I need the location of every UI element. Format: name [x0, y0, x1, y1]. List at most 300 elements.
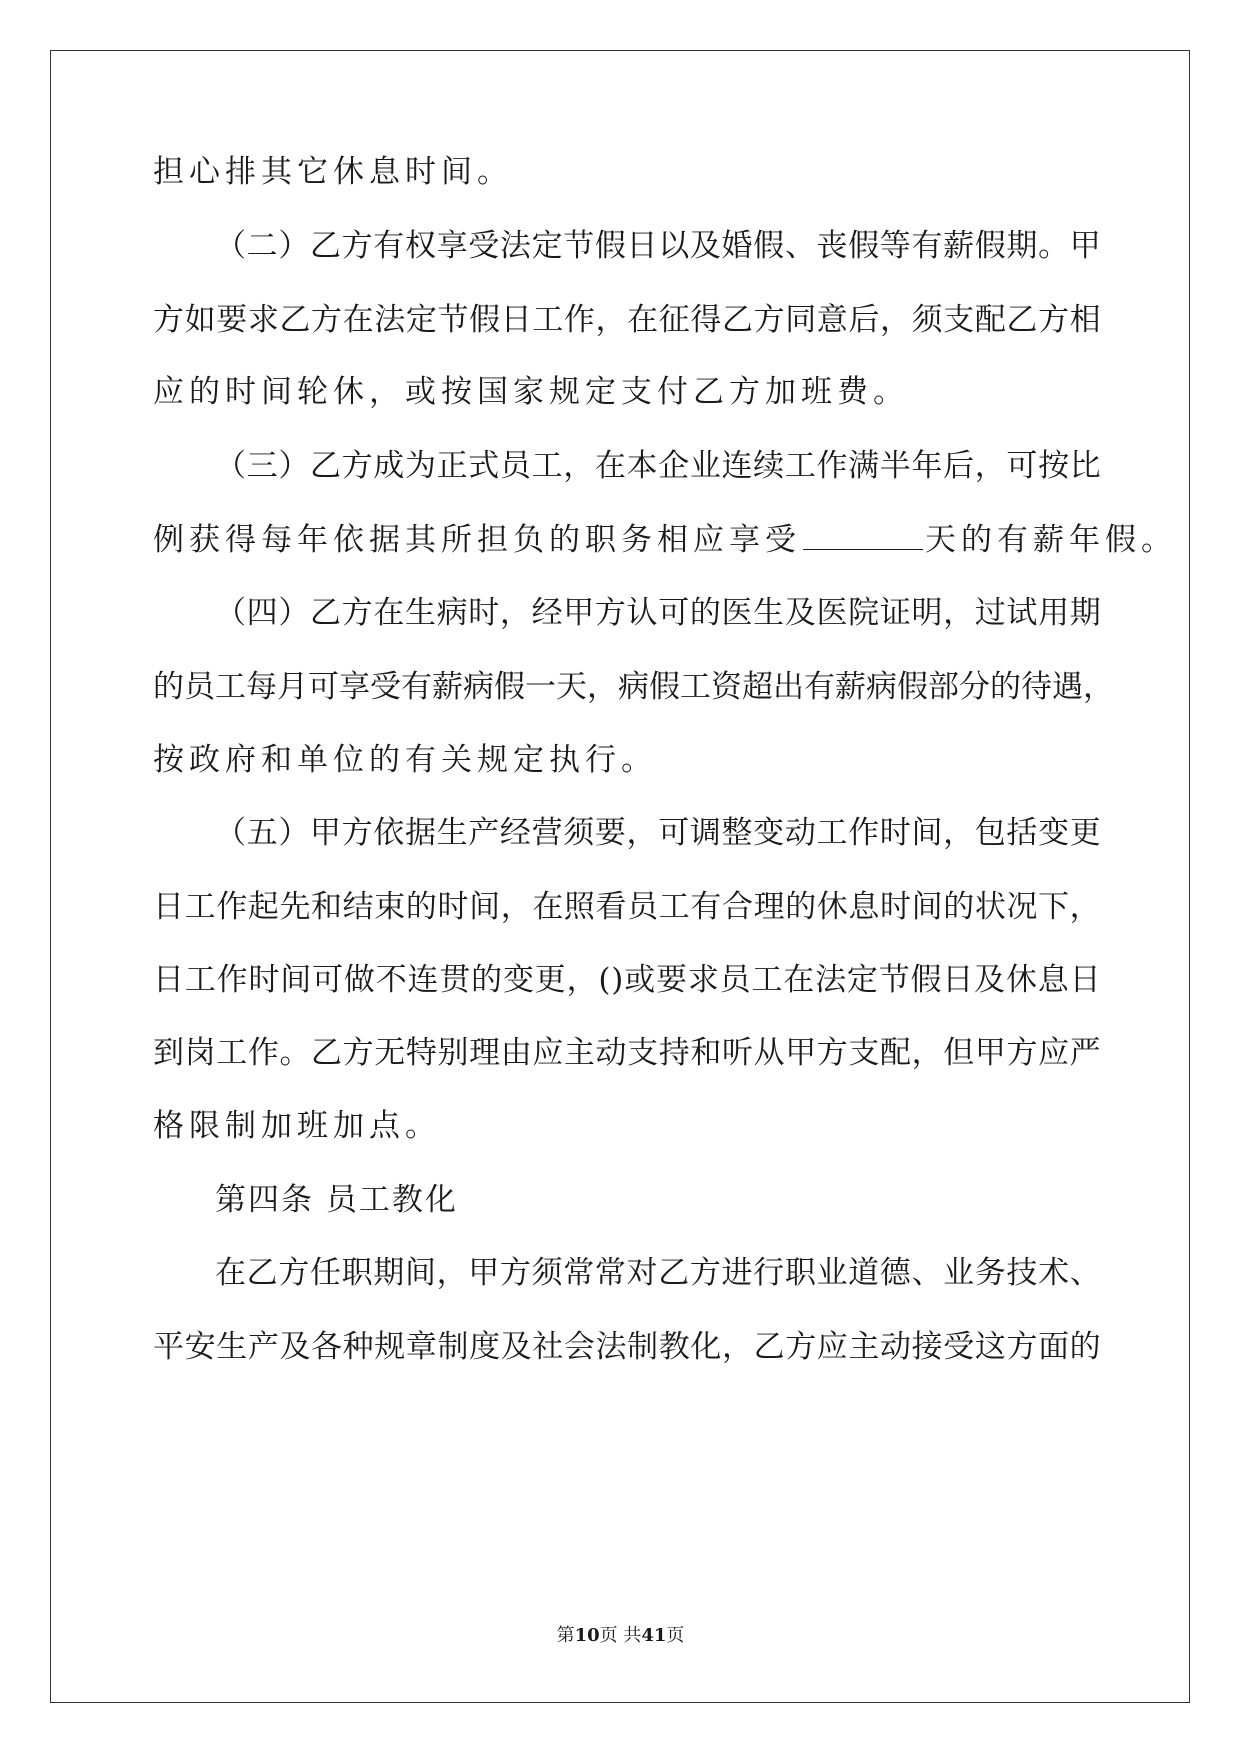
text-char: 作 [816, 448, 848, 484]
text-line-spread [215, 226, 1101, 266]
text-char: 院 [848, 595, 880, 631]
text-char: 更 [534, 962, 566, 998]
text-char: 任 [309, 1255, 341, 1291]
text-char: 节 [878, 962, 910, 998]
text-char: 及 [974, 962, 1006, 998]
text-char: ， [595, 302, 627, 338]
text-char: 法 [374, 302, 406, 338]
text-char: ， [1069, 889, 1101, 925]
text-char: 务 [974, 1255, 1006, 1291]
text-char: 求 [247, 302, 279, 338]
text-char: 乙 [309, 595, 341, 631]
text-char: 调 [689, 815, 721, 851]
text-char: 认 [626, 595, 658, 631]
text-char: 岗 [184, 1035, 216, 1071]
text-char: ( [598, 962, 611, 998]
text-char: 方 [341, 595, 373, 631]
text-char: 证 [879, 595, 911, 631]
text-char: 比 [1069, 448, 1101, 484]
text-char: 这 [974, 1329, 1006, 1365]
text-char: 乙 [309, 228, 341, 264]
text-char: 种 [342, 1329, 374, 1365]
text-line-spread [153, 887, 1101, 927]
text-char: 社 [532, 1329, 564, 1365]
text-char: ） [278, 448, 310, 484]
text-char: 医 [721, 595, 753, 631]
text-char: 看 [595, 889, 627, 925]
text-char: 工 [216, 1035, 248, 1071]
text-char: 从 [753, 1035, 785, 1071]
text-char: 部 [928, 669, 959, 705]
text-char: 丧 [816, 228, 848, 264]
text-char: 生 [753, 595, 785, 631]
text-char: 分 [959, 669, 990, 705]
text-char: 息 [1037, 962, 1069, 998]
text-char: 方 [341, 815, 373, 851]
text-char: 乙 [279, 302, 311, 338]
text-char: 在 [215, 1255, 246, 1291]
text-char: 休 [816, 889, 848, 925]
text-line: 担心排其它休息时间。 [153, 154, 513, 190]
text-char: 定 [846, 962, 878, 998]
text-char: 时 [468, 595, 500, 631]
text-char: 过 [974, 595, 1006, 631]
text-char: 方 [153, 302, 184, 338]
text-char: 可 [658, 815, 690, 851]
text-char: 各 [311, 1329, 343, 1365]
text-char: 要 [216, 302, 248, 338]
text-char: 安 [184, 1329, 216, 1365]
text-char: 甲 [1069, 228, 1101, 264]
text-char: 用 [1038, 595, 1070, 631]
text-char: 更 [1069, 815, 1101, 851]
text-char: 享 [436, 228, 468, 264]
text-char: 方 [1006, 1329, 1038, 1365]
text-char: 婚 [721, 228, 753, 264]
text-line: 按政府和单位的有关规定执行。 [153, 742, 657, 778]
text-char: 可 [1006, 448, 1038, 484]
text-char: 以 [658, 228, 690, 264]
text-char: 有 [373, 228, 405, 264]
text-char: 假 [897, 669, 928, 705]
text-char: 间 [280, 962, 312, 998]
text-char: 德 [879, 1255, 911, 1291]
footer-mid: 页 共 [599, 1625, 642, 1646]
text-char: 整 [721, 815, 753, 851]
text-char: 的 [153, 669, 184, 705]
text-char: 日 [500, 302, 532, 338]
text-char: 下 [1038, 889, 1070, 925]
text-char: 度 [469, 1329, 501, 1365]
text-char: 甲 [974, 1035, 1006, 1071]
text-char: 意 [816, 302, 848, 338]
text-char: 常 [594, 1255, 626, 1291]
text-char: 甲 [309, 815, 341, 851]
text-char: 应 [532, 1035, 564, 1071]
text-char: 营 [531, 815, 563, 851]
text-char: 别 [437, 1035, 469, 1071]
text-char: 贯 [439, 962, 471, 998]
text-char: 。 [1038, 228, 1070, 264]
text-char: 有 [690, 889, 722, 925]
text-char: 征 [658, 302, 690, 338]
text-char: 方 [816, 1035, 848, 1071]
text-char: 。 [279, 1035, 311, 1071]
text-char: 作 [247, 1035, 279, 1071]
text-char: 明 [911, 595, 943, 631]
text-char: 工 [215, 669, 246, 705]
text-char: 正 [436, 448, 468, 484]
text-char: 相 [1069, 302, 1101, 338]
text-char: 据 [404, 815, 436, 851]
text-char: 病 [866, 669, 897, 705]
text-char: 假 [753, 228, 785, 264]
text-char: 方 [1038, 302, 1070, 338]
text-char: 方 [499, 1255, 531, 1291]
text-char: 时 [880, 889, 912, 925]
section-heading: 第四条 员工教化 [215, 1182, 458, 1218]
text-char: 工 [184, 962, 216, 998]
page-footer [0, 1621, 1241, 1647]
text-char: 平 [153, 1329, 184, 1365]
text-char: 有 [911, 228, 943, 264]
text-char: 甲 [785, 1035, 817, 1071]
text-char: 假 [848, 228, 880, 264]
text-char: 作 [216, 889, 248, 925]
text-char: 经 [499, 815, 531, 851]
text-char: 间 [469, 889, 501, 925]
text-char: 做 [343, 962, 375, 998]
text-char: （ [215, 448, 246, 484]
page-border [50, 50, 1190, 1703]
text-char: 可 [658, 595, 690, 631]
text-char: 工 [184, 889, 216, 925]
text-char: 半 [879, 448, 911, 484]
text-char: 天 [556, 669, 587, 705]
text-char: ) [611, 962, 624, 998]
page-number: 10 [574, 1625, 600, 1646]
text-char: 乙 [309, 448, 341, 484]
text-segment: 例获得每年依据其所担负的职务相应享受 [153, 522, 801, 558]
text-char: 期 [373, 1255, 405, 1291]
text-char: 支 [848, 1035, 880, 1071]
text-line-spread [153, 960, 1101, 1000]
text-char: 理 [753, 889, 785, 925]
text-char: 无 [374, 1035, 406, 1071]
text-char: 方 [341, 448, 373, 484]
text-char: 休 [1005, 962, 1037, 998]
text-char: 受 [370, 669, 401, 705]
text-char: 时 [879, 815, 911, 851]
text-char: 遇 [1052, 669, 1083, 705]
text-char: 配 [880, 1035, 912, 1071]
text-char: 对 [626, 1255, 658, 1291]
text-line-spread [153, 1327, 1101, 1367]
text-char: 薪 [432, 669, 463, 705]
text-char: 方 [342, 1035, 374, 1071]
text-char: 间 [404, 1255, 436, 1291]
text-char: 方 [594, 595, 626, 631]
text-char: 和 [690, 1035, 722, 1071]
text-char: 依 [373, 815, 405, 851]
text-char: 先 [279, 889, 311, 925]
text-char: （ [215, 595, 246, 631]
text-char: 变 [1038, 815, 1070, 851]
text-char: ） [278, 815, 310, 851]
text-char: 月 [277, 669, 308, 705]
text-char: ） [278, 228, 310, 264]
text-char: 后 [848, 302, 880, 338]
text-char: 可 [308, 669, 339, 705]
text-char: 员 [184, 669, 215, 705]
text-char: 束 [374, 889, 406, 925]
text-char: 产 [247, 1329, 279, 1365]
text-char: 化 [690, 1329, 722, 1365]
text-char: 生 [436, 815, 468, 851]
text-line-with-blank [153, 520, 1177, 560]
text-char: 乙 [311, 1035, 343, 1071]
text-char: 期 [1069, 595, 1101, 631]
text-char: 出 [773, 669, 804, 705]
text-char: 、 [911, 1255, 943, 1291]
text-char: 假 [649, 669, 680, 705]
text-char: 的 [689, 595, 721, 631]
text-char: 经 [531, 595, 563, 631]
text-char: 年 [911, 448, 943, 484]
text-char: 变 [502, 962, 534, 998]
text-char: 员 [719, 962, 751, 998]
text-char: 等 [879, 228, 911, 264]
text-char: 节 [437, 302, 469, 338]
text-char: 日 [626, 228, 658, 264]
text-char: 按 [1038, 448, 1070, 484]
text-line: 应的时间轮休，或按国家规定支付乙方加班费。 [153, 374, 909, 410]
text-char: 应 [1038, 1035, 1070, 1071]
text-char: 在 [783, 962, 815, 998]
text-char: 方 [311, 302, 343, 338]
text-char: ， [500, 889, 532, 925]
text-char: 病 [436, 595, 468, 631]
text-char: 生 [216, 1329, 248, 1365]
text-char: 不 [375, 962, 407, 998]
text-char: 动 [595, 1035, 627, 1071]
text-char: 时 [248, 962, 280, 998]
text-char: 每 [246, 669, 277, 705]
text-char: 成 [373, 448, 405, 484]
text-char: 主 [848, 1329, 880, 1365]
text-char: 三 [246, 448, 278, 484]
text-char: 时 [437, 889, 469, 925]
text-char: 产 [468, 815, 500, 851]
text-char: 方 [278, 1255, 310, 1291]
text-char: 职 [784, 1255, 816, 1291]
text-char: 二 [246, 228, 278, 264]
text-char: 资 [711, 669, 742, 705]
footer-suffix: 页 [666, 1625, 685, 1646]
text-char: 工 [532, 302, 564, 338]
text-char: 试 [1006, 595, 1038, 631]
text-char: 在 [627, 302, 659, 338]
text-char: 享 [339, 669, 370, 705]
text-char: 支 [943, 302, 975, 338]
text-char: ， [943, 815, 975, 851]
text-char: 乙 [658, 1255, 690, 1291]
text-char: 接 [911, 1329, 943, 1365]
text-char: 章 [405, 1329, 437, 1365]
text-char: 要 [594, 815, 626, 851]
text-segment: 天的有薪年假。 [925, 522, 1177, 558]
text-char: 期 [1006, 228, 1038, 264]
text-char: 但 [943, 1035, 975, 1071]
text-char: 薪 [943, 228, 975, 264]
text-char: 要 [656, 962, 688, 998]
text-char: 如 [184, 302, 216, 338]
text-char: 方 [689, 1255, 721, 1291]
text-char: 作 [563, 302, 595, 338]
text-char: 四 [246, 595, 278, 631]
text-char: 工 [751, 962, 783, 998]
text-char: 定 [405, 302, 437, 338]
text-char: 动 [880, 1329, 912, 1365]
text-char: 工 [816, 815, 848, 851]
text-char: 为 [404, 448, 436, 484]
text-char: 乙 [1006, 302, 1038, 338]
text-char: 节 [563, 228, 595, 264]
text-char: 的 [990, 669, 1021, 705]
text-char: 员 [499, 448, 531, 484]
text-line-spread [215, 593, 1101, 633]
text-char: 和 [311, 889, 343, 925]
text-char: 合 [721, 889, 753, 925]
text-char: ， [499, 595, 531, 631]
text-char: 理 [469, 1035, 501, 1071]
text-char: 由 [500, 1035, 532, 1071]
text-char: 作 [216, 962, 248, 998]
text-char: 乙 [721, 302, 753, 338]
text-char: 严 [1069, 1035, 1101, 1071]
text-char: 有 [401, 669, 432, 705]
text-char: ， [721, 1329, 753, 1365]
text-char: ） [278, 595, 310, 631]
text-char: 有 [804, 669, 835, 705]
text-char: 日 [153, 962, 184, 998]
text-char: 、 [784, 228, 816, 264]
text-char: 、 [1069, 1255, 1101, 1291]
text-char: 在 [373, 595, 405, 631]
text-char: 待 [1021, 669, 1052, 705]
text-char: 制 [437, 1329, 469, 1365]
text-char: ， [943, 595, 975, 631]
text-char: 听 [721, 1035, 753, 1071]
text-char: 及 [500, 1329, 532, 1365]
text-char: ， [880, 302, 912, 338]
text-char: 企 [658, 448, 690, 484]
text-char: 到 [153, 1035, 184, 1071]
text-char: 在 [594, 448, 626, 484]
text-char: 薪 [835, 669, 866, 705]
text-char: 制 [627, 1329, 659, 1365]
text-char: 及 [279, 1329, 311, 1365]
text-char: 续 [753, 448, 785, 484]
text-char: 间 [911, 889, 943, 925]
text-char: 工 [680, 669, 711, 705]
text-char: 的 [785, 889, 817, 925]
text-char: ， [1083, 669, 1114, 705]
text-char: 特 [405, 1035, 437, 1071]
text-char: 起 [247, 889, 279, 925]
text-line-spread [153, 667, 1114, 707]
text-char: 假 [494, 669, 525, 705]
text-char: 须 [911, 302, 943, 338]
text-char: 乙 [753, 1329, 785, 1365]
text-char: 业 [943, 1255, 975, 1291]
text-char: 甲 [468, 1255, 500, 1291]
text-char: 工 [658, 889, 690, 925]
text-char: 会 [563, 1329, 595, 1365]
text-char: 结 [342, 889, 374, 925]
text-char: ， [566, 962, 598, 998]
text-char: 包 [974, 815, 1006, 851]
text-char: 作 [848, 815, 880, 851]
text-char: ， [587, 669, 618, 705]
text-char: 应 [816, 1329, 848, 1365]
text-char: 假 [594, 228, 626, 264]
text-char: 法 [595, 1329, 627, 1365]
text-char: 规 [374, 1329, 406, 1365]
footer-prefix: 第 [556, 1625, 575, 1646]
text-char: 满 [848, 448, 880, 484]
text-char: 照 [563, 889, 595, 925]
text-char: 主 [563, 1035, 595, 1071]
text-char: 工 [784, 448, 816, 484]
text-char: ， [626, 815, 658, 851]
text-char: 员 [627, 889, 659, 925]
text-char: 面 [1038, 1329, 1070, 1365]
text-char: 连 [407, 962, 439, 998]
text-char: 工 [531, 448, 563, 484]
text-char: 的 [1069, 1329, 1101, 1365]
text-char: 术 [1038, 1255, 1070, 1291]
text-char: 超 [742, 669, 773, 705]
fill-in-blank [803, 523, 923, 550]
text-char: 持 [658, 1035, 690, 1071]
text-char: 道 [848, 1255, 880, 1291]
text-char: 或 [624, 962, 656, 998]
text-char: 须 [563, 815, 595, 851]
text-char: 后 [943, 448, 975, 484]
text-char: 乙 [246, 1255, 278, 1291]
text-char: 受 [943, 1329, 975, 1365]
text-char: 日 [153, 889, 184, 925]
text-char: 式 [468, 448, 500, 484]
text-line-spread [215, 446, 1101, 486]
text-char: 及 [689, 228, 721, 264]
text-char: 日 [942, 962, 974, 998]
text-char: 在 [532, 889, 564, 925]
text-line-spread [153, 300, 1101, 340]
text-char: 状 [974, 889, 1006, 925]
text-char: 假 [974, 228, 1006, 264]
text-char: 生 [404, 595, 436, 631]
text-char: 括 [1006, 815, 1038, 851]
text-char: 医 [816, 595, 848, 631]
text-char: 息 [848, 889, 880, 925]
text-char: 况 [1006, 889, 1038, 925]
text-line: 格限制加班加点。 [153, 1108, 441, 1144]
text-char: 定 [531, 228, 563, 264]
text-char: 权 [404, 228, 436, 264]
text-char: 法 [815, 962, 847, 998]
